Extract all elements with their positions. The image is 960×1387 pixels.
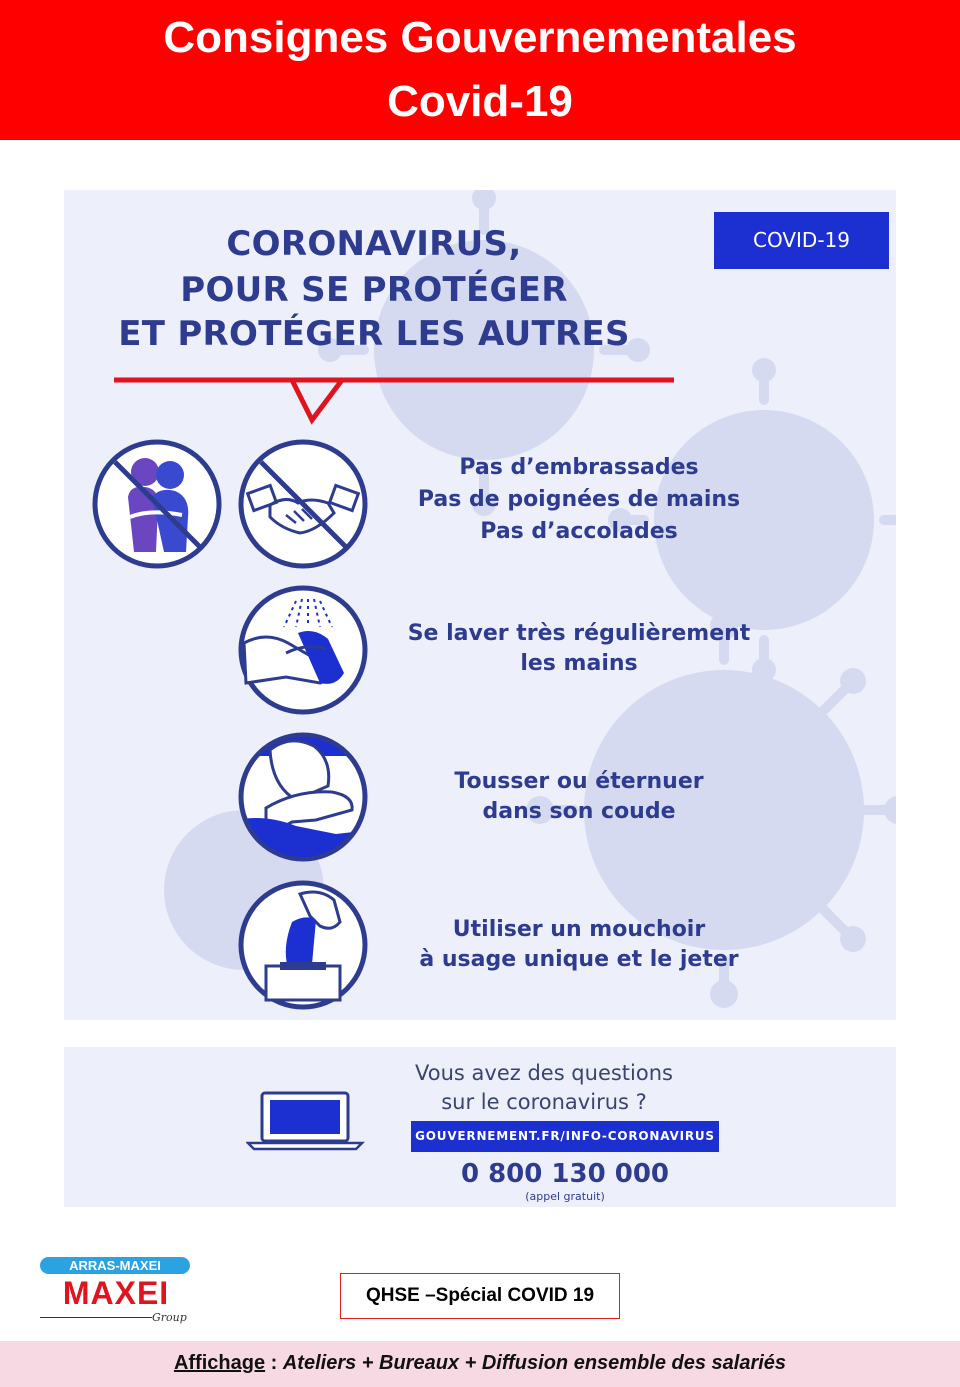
footer-label: Affichage xyxy=(173,1352,266,1374)
logo-underline xyxy=(40,1317,152,1318)
poster-title-line3: ET PROTÉGER LES AUTRES xyxy=(118,314,630,354)
poster-title-line2: POUR SE PROTÉGER xyxy=(180,270,568,310)
message-tissue xyxy=(389,915,769,975)
footer-separator: : xyxy=(265,1352,283,1374)
message-hand-washing xyxy=(389,619,769,679)
message-line: Utiliser un mouchoir xyxy=(452,917,706,942)
covid-poster xyxy=(64,190,896,1020)
footer-distribution: Ateliers + Bureaux + Diffusion ensemble des salariés xyxy=(282,1352,787,1374)
no-hug-icon xyxy=(90,437,224,571)
question-line2: sur le coronavirus ? xyxy=(441,1090,647,1114)
header-title-line2: Covid-19 xyxy=(387,77,573,126)
message-line: à usage unique et le jeter xyxy=(419,947,739,972)
qhse-label: QHSE –Spécial COVID 19 xyxy=(340,1273,620,1319)
message-line: Pas d’embrassades xyxy=(459,455,699,480)
message-line: Pas d’accolades xyxy=(480,519,678,544)
header-title-line1: Consignes Gouvernementales xyxy=(163,13,797,62)
logo-top-label: ARRAS-MAXEI xyxy=(40,1257,190,1274)
info-url-link[interactable]: GOUVERNEMENT.FR/INFO-CORONAVIRUS xyxy=(411,1121,719,1152)
logo-main: MAXEI xyxy=(62,1275,170,1311)
company-logo xyxy=(36,1255,196,1327)
info-panel xyxy=(64,1047,896,1207)
message-no-contact xyxy=(389,452,769,548)
laptop-icon xyxy=(246,1089,366,1151)
cough-elbow-icon xyxy=(236,730,370,864)
message-cough-elbow xyxy=(389,767,769,827)
phone-number[interactable]: 0 800 130 000 xyxy=(460,1159,670,1189)
footer-band xyxy=(0,1341,960,1387)
message-line: Se laver très régulièrement xyxy=(407,621,751,646)
tissue-bin-icon xyxy=(236,878,370,1012)
message-line: Tousser ou éternuer xyxy=(454,769,704,794)
footer-text xyxy=(0,1349,960,1377)
message-line: les mains xyxy=(520,651,638,676)
page-header xyxy=(0,0,960,140)
message-line: dans son coude xyxy=(482,799,676,824)
logo-sub: Group xyxy=(152,1311,187,1324)
hand-washing-icon xyxy=(236,583,370,717)
poster-title-line1: CORONAVIRUS, xyxy=(226,224,522,264)
message-line: Pas de poignées de mains xyxy=(417,487,741,512)
speech-bubble-underline xyxy=(112,370,692,430)
question-line1: Vous avez des questions xyxy=(415,1061,673,1085)
covid-badge: COVID-19 xyxy=(714,212,889,269)
no-handshake-icon xyxy=(236,437,370,571)
phone-note: (appel gratuit) xyxy=(525,1190,605,1203)
